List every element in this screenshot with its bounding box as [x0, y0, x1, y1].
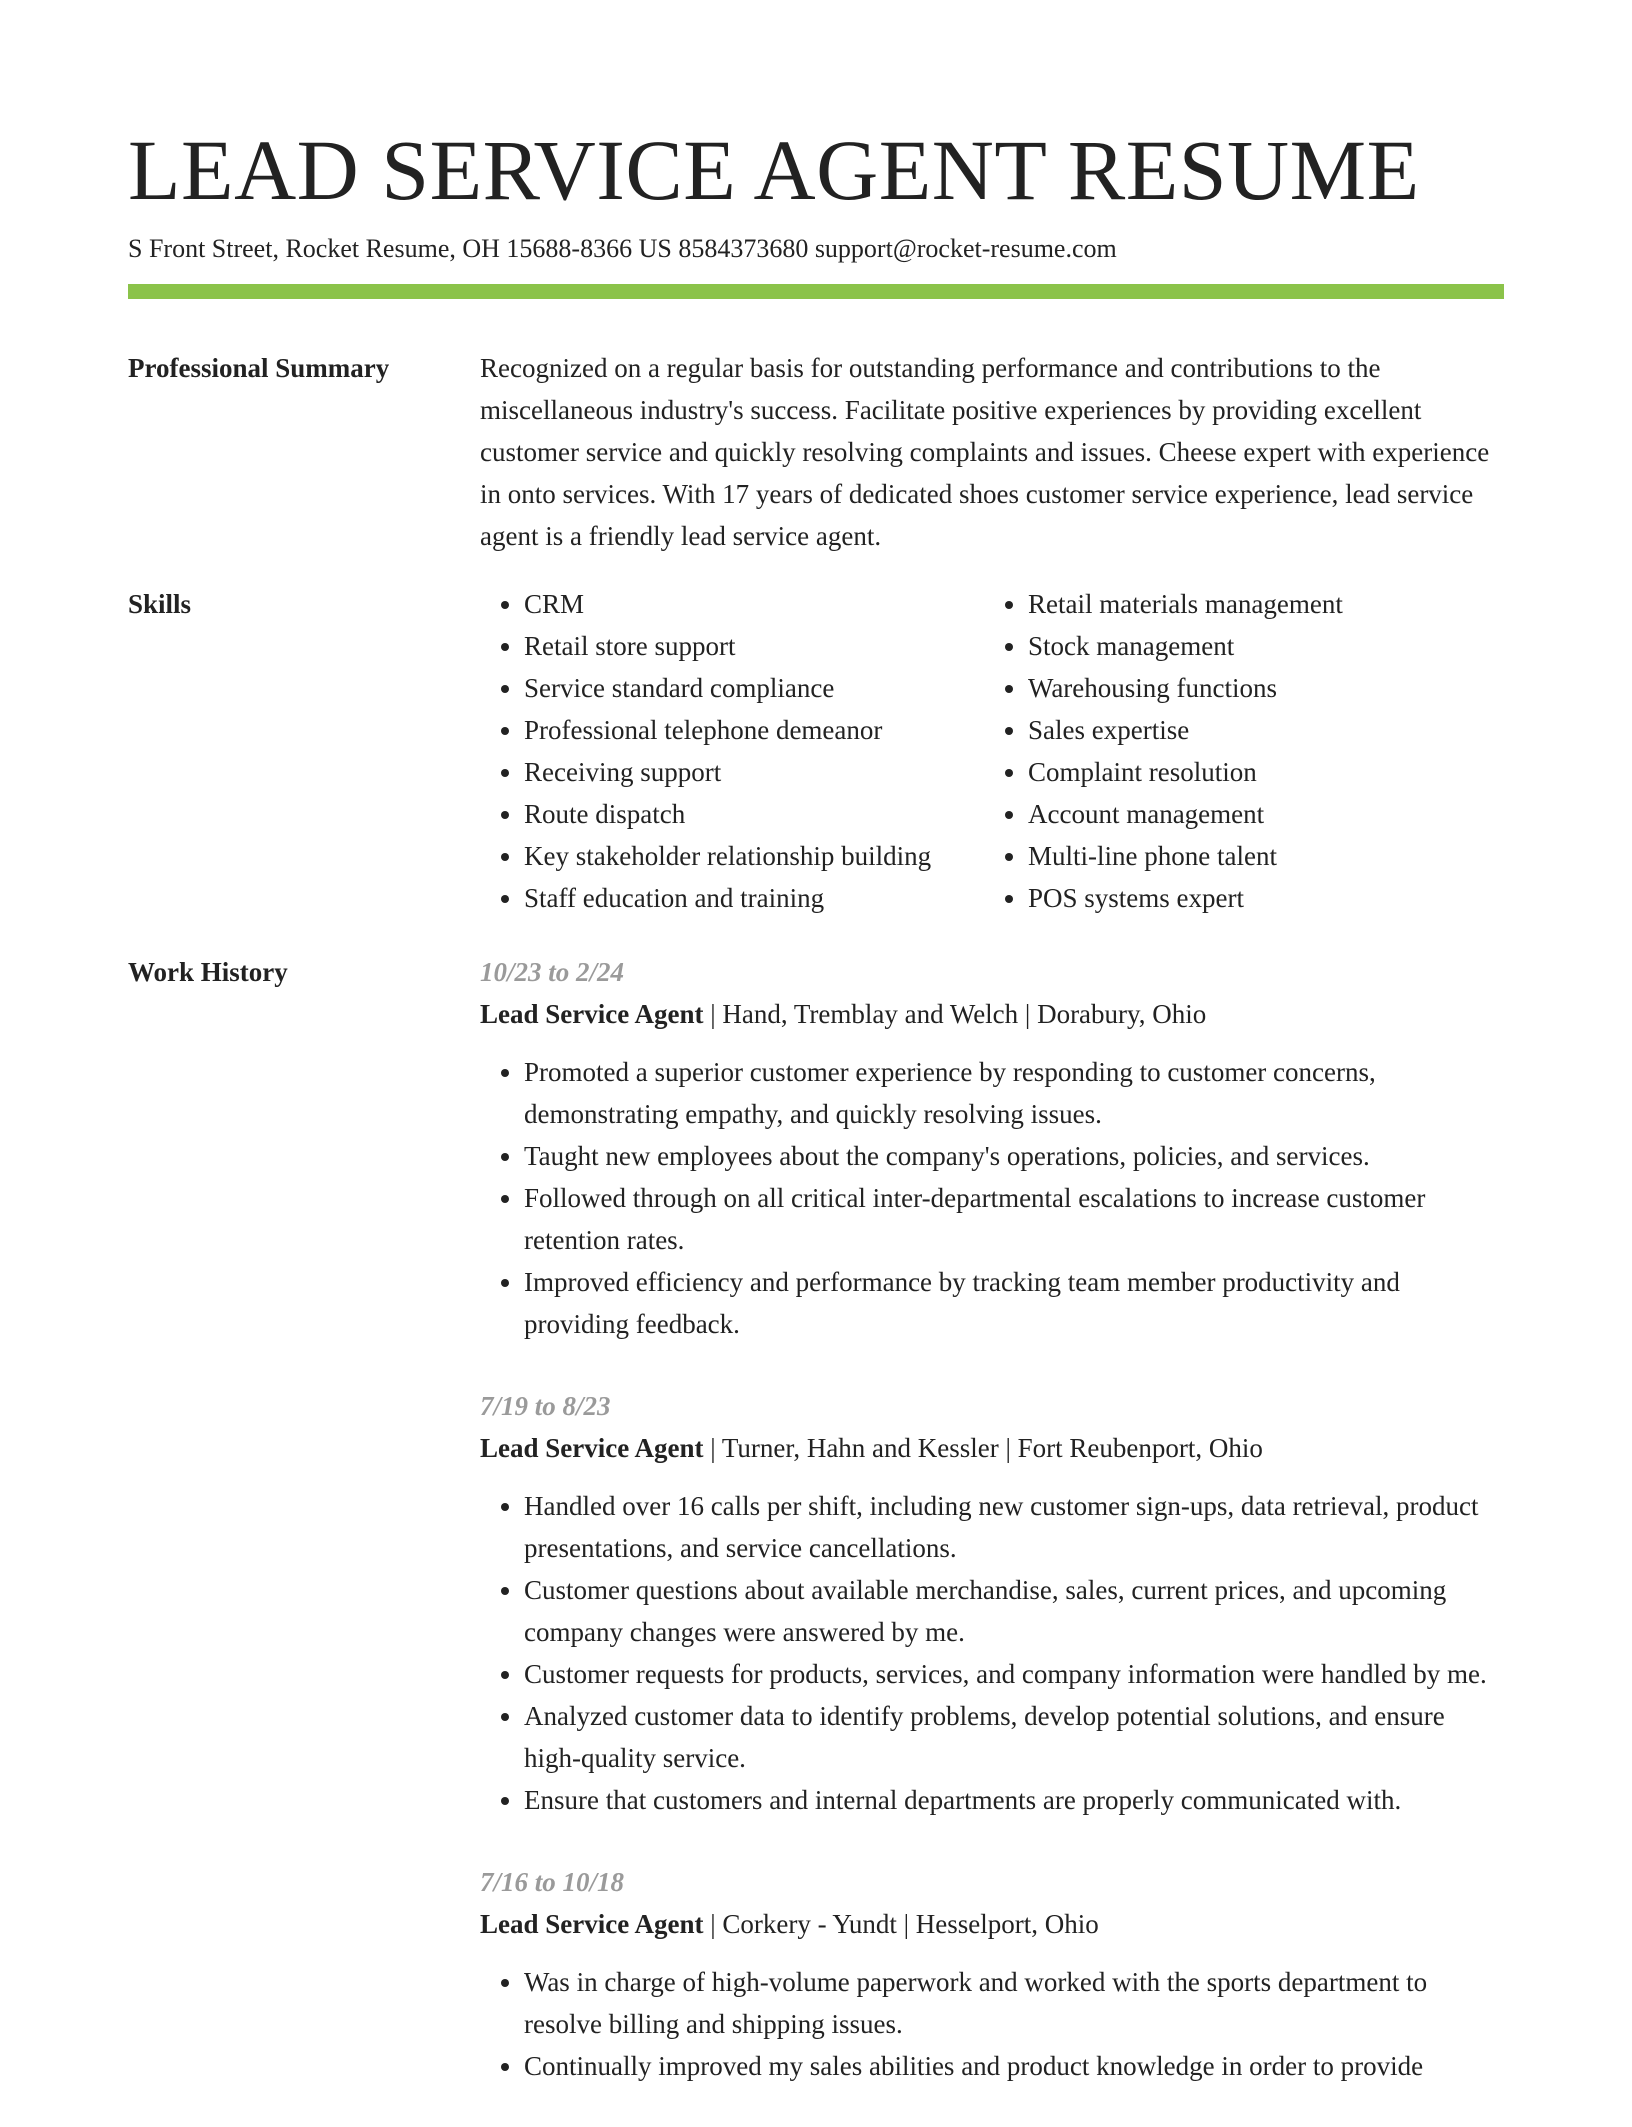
- job-heading: [480, 1427, 1504, 1469]
- contact-email: support@rocket-resume.com: [814, 234, 1117, 263]
- job-bullet: • Ensure that customers and internal departments are properly communicated with.: [524, 1779, 1504, 1821]
- skill-item: • Retail store support: [524, 625, 984, 667]
- skills-heading: Skills: [128, 589, 192, 619]
- skill-item: • Warehousing functions: [1028, 667, 1504, 709]
- skill-item: • Complaint resolution: [1028, 751, 1504, 793]
- skill-item: • CRM: [524, 583, 984, 625]
- skills-section: [128, 583, 1504, 919]
- skills-list-right: [984, 583, 1504, 919]
- skill-item: • Account management: [1028, 793, 1504, 835]
- skill-item: • Professional telephone demeanor: [524, 709, 984, 751]
- job-bullet: • Was in charge of high-volume paperwork and worked with the sports department to resolve billing and shipping issues.: [524, 1961, 1504, 2045]
- skill-item: • Route dispatch: [524, 793, 984, 835]
- job-dates: 7/19 to 8/23: [480, 1391, 611, 1421]
- resume-page: [128, 118, 1504, 2127]
- contact-line: [128, 232, 1504, 266]
- job-bullet: • Promoted a superior customer experience by responding to customer concerns, demonstrating empathy, and quickly resolving issues.: [524, 1051, 1504, 1135]
- job-title: Lead Service Agent: [480, 1909, 704, 1939]
- job-bullet: • Analyzed customer data to identify problems, develop potential solutions, and ensure high-quality service.: [524, 1695, 1504, 1779]
- summary-text: Recognized on a regular basis for outstanding performance and contributions to the miscellaneous industry's success. Facilitate positive experiences by providing excellent customer service and quickly resolving complaints and issues. Cheese expert with experience in onto services. With 17 years of dedicated shoes customer service experience, lead service agent is a friendly lead service agent.: [480, 353, 1490, 551]
- skill-item: • Sales expertise: [1028, 709, 1504, 751]
- job-details: | Corkery - Yundt | Hesselport, Ohio: [703, 1909, 1099, 1939]
- skill-item: • Key stakeholder relationship building: [524, 835, 984, 877]
- skill-item: • Stock management: [1028, 625, 1504, 667]
- skill-item: • Multi-line phone talent: [1028, 835, 1504, 877]
- job-details: | Turner, Hahn and Kessler | Fort Reubenport, Ohio: [703, 1433, 1263, 1463]
- job-dates: 10/23 to 2/24: [480, 957, 625, 987]
- job-details: | Hand, Tremblay and Welch | Dorabury, Ohio: [703, 999, 1207, 1029]
- skill-item: • Staff education and training: [524, 877, 984, 919]
- job-bullet: • Continually improved my sales abilities and product knowledge in order to provide: [524, 2045, 1504, 2087]
- job-bullet: • Customer requests for products, services, and company information were handled by me.: [524, 1653, 1504, 1695]
- resume-title: LEAD SERVICE AGENT RESUME: [128, 122, 1420, 218]
- job-bullet: • Customer questions about available merchandise, sales, current prices, and upcoming company changes were answered by me.: [524, 1569, 1504, 1653]
- skill-item: • Retail materials management: [1028, 583, 1504, 625]
- job-bullet: • Handled over 16 calls per shift, including new customer sign-ups, data retrieval, product presentations, and service cancellations.: [524, 1485, 1504, 1569]
- skill-item: • Service standard compliance: [524, 667, 984, 709]
- job-bullet-list: [480, 1051, 1504, 1345]
- work-section: [128, 951, 1504, 2127]
- job-entry: [480, 1861, 1504, 2087]
- header-divider: [128, 284, 1504, 299]
- job-heading: [480, 1903, 1504, 1945]
- job-entry: [480, 951, 1504, 1345]
- summary-heading: Professional Summary: [128, 353, 390, 383]
- job-heading: [480, 993, 1504, 1035]
- skills-list-left: [480, 583, 984, 919]
- job-bullet-list: [480, 1961, 1504, 2087]
- job-title: Lead Service Agent: [480, 1433, 704, 1463]
- summary-section: [128, 347, 1504, 557]
- job-bullet: • Improved efficiency and performance by tracking team member productivity and providing feedback.: [524, 1261, 1504, 1345]
- work-heading: Work History: [128, 957, 288, 987]
- skill-item: • POS systems expert: [1028, 877, 1504, 919]
- job-bullet-list: [480, 1485, 1504, 1821]
- contact-phone: 8584373680: [678, 234, 809, 263]
- job-bullet: • Taught new employees about the company's operations, policies, and services.: [524, 1135, 1504, 1177]
- contact-address: S Front Street, Rocket Resume, OH 15688-8366 US: [128, 234, 672, 263]
- job-dates: 7/16 to 10/18: [480, 1867, 625, 1897]
- skill-item: • Receiving support: [524, 751, 984, 793]
- job-entry: [480, 1385, 1504, 1821]
- job-title: Lead Service Agent: [480, 999, 704, 1029]
- job-bullet: • Followed through on all critical inter-departmental escalations to increase customer retention rates.: [524, 1177, 1504, 1261]
